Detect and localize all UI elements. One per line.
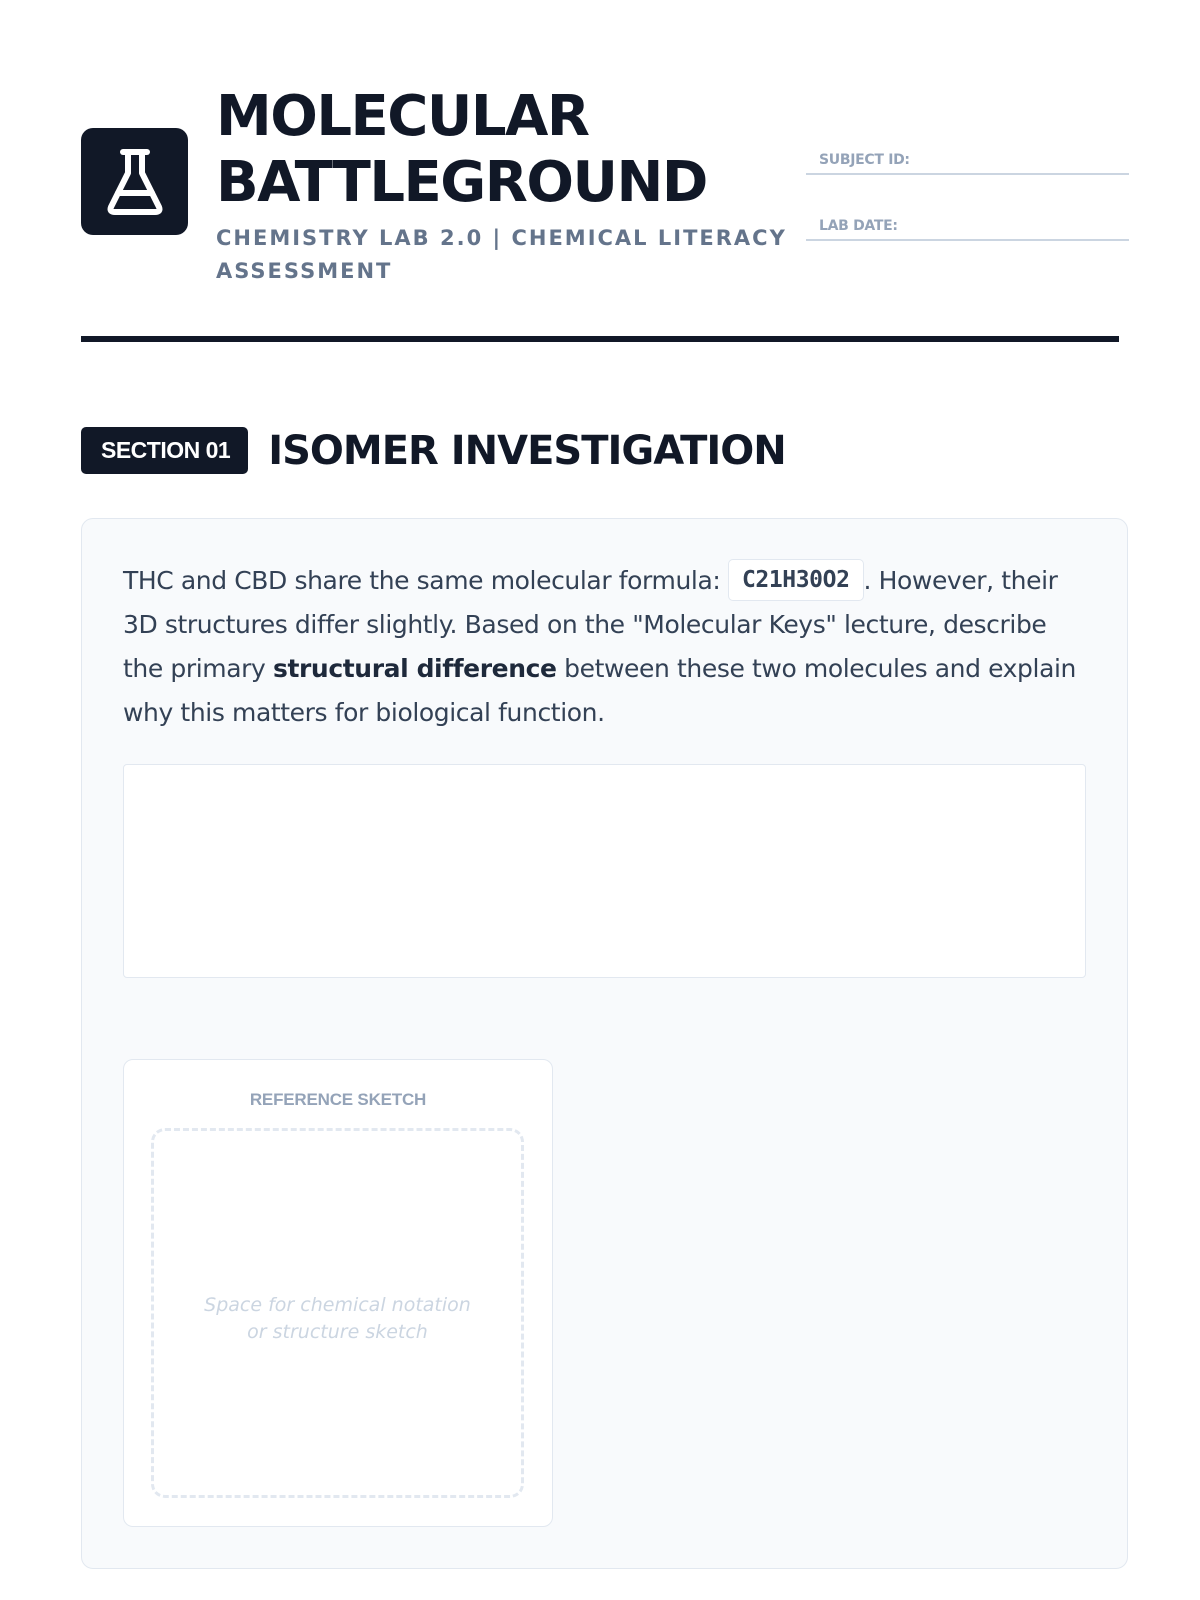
question-text [123, 559, 1088, 735]
reference-sketch-card [123, 1059, 553, 1527]
header-divider [81, 336, 1119, 342]
question-part-1: THC and CBD share the same molecular formula: [123, 566, 728, 595]
worksheet-header [81, 0, 1119, 342]
lab-date-field[interactable]: LAB DATE: [806, 214, 1129, 241]
question-card [81, 518, 1128, 1569]
sketch-label: REFERENCE SKETCH [249, 1090, 427, 1109]
answer-field[interactable] [123, 764, 1086, 978]
formula-chip: C21H30O2 [728, 559, 864, 601]
page-title [216, 84, 816, 216]
page-subtitle: CHEMISTRY LAB 2.0 | CHEMICAL LITERACY ASSESSMENT [216, 226, 787, 283]
section-title: ISOMER INVESTIGATION [268, 427, 786, 474]
title-block [216, 84, 816, 288]
question-emphasis: structural difference [272, 654, 557, 683]
question-part-2: . However, their 3D structures differ slightly. Based on the "Molecular Keys" lecture, describe the primary [123, 566, 1058, 683]
sketch-placeholder: Space for chemical notation or structure sketch [204, 1294, 471, 1343]
question-part-3: between these two molecules and explain why this matters for biological function. [123, 654, 1076, 727]
section-heading [81, 427, 786, 474]
sketch-area[interactable] [151, 1128, 524, 1498]
title-line-1: MOLECULAR [216, 84, 589, 149]
meta-fields [806, 148, 1129, 280]
subject-id-field[interactable]: SUBJECT ID: [806, 148, 1129, 175]
section-badge: SECTION 01 [81, 427, 248, 474]
flask-icon [81, 128, 188, 235]
title-line-2: BATTLEGROUND [216, 150, 707, 215]
